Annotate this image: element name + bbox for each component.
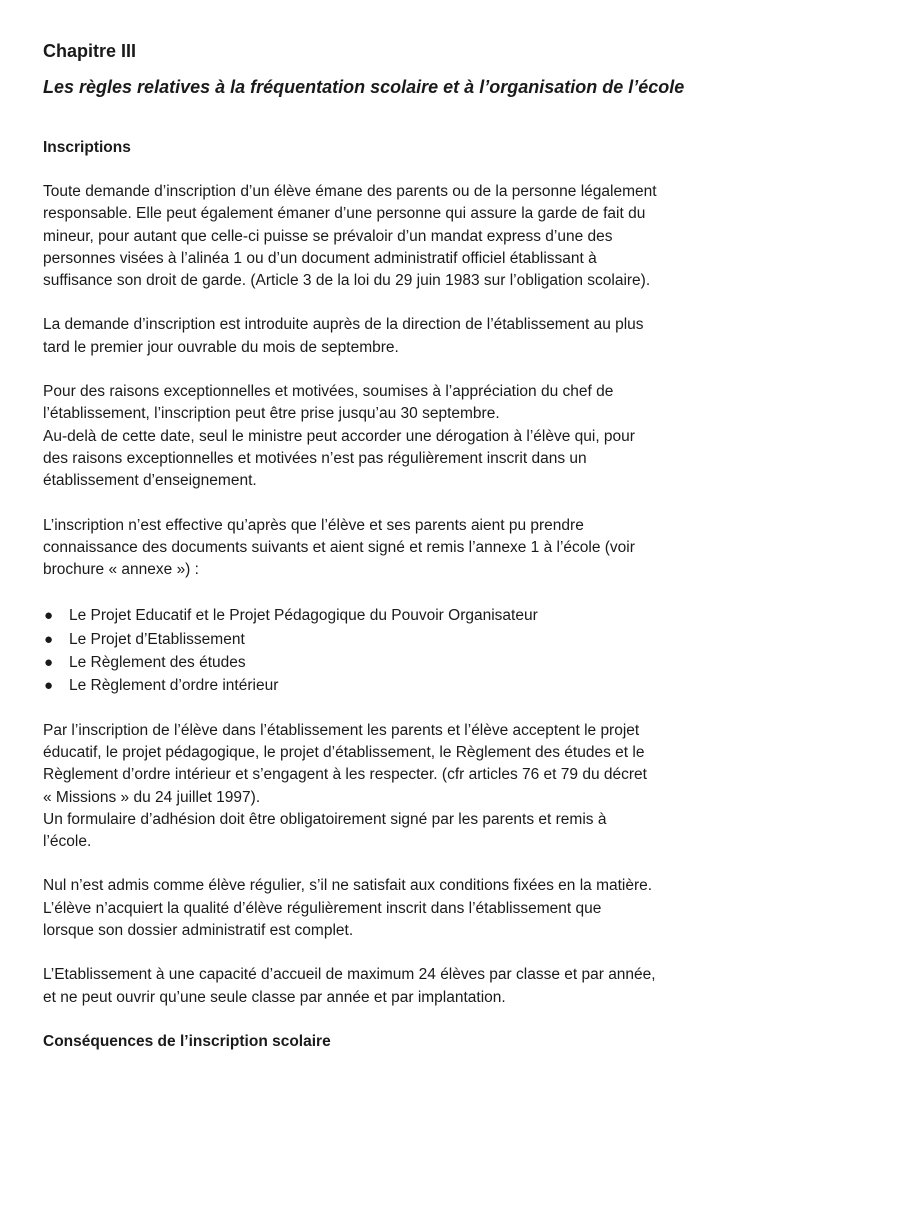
bullet-icon: ● [44, 677, 54, 695]
chapter-subtitle: Les règles relatives à la fréquentation scolaire et à l’organisation de l’école [43, 77, 685, 97]
list-item-label: Le Projet d’Etablissement [69, 630, 245, 648]
text-line: l’école. [43, 833, 92, 851]
text-line: établissement d’enseignement. [43, 472, 257, 490]
chapter-title: Chapitre III [43, 41, 137, 61]
section-heading-consequences: Conséquences de l’inscription scolaire [43, 1032, 331, 1050]
text-line: tard le premier jour ouvrable du mois de septembre. [43, 338, 399, 356]
bullet-icon: ● [44, 607, 54, 625]
list-item [43, 651, 743, 674]
text-line: Règlement d’ordre intérieur et s’engagent à les respecter. (cfr articles 76 et 79 du décret [43, 766, 647, 784]
text-line: L’élève n’acquiert la qualité d’élève régulièrement inscrit dans l’établissement que [43, 899, 602, 917]
text-line: suffisance son droit de garde. (Article 3 de la loi du 29 juin 1983 sur l’obligation scolaire). [43, 272, 651, 290]
text-line: éducatif, le projet pédagogique, le projet d’établissement, le Règlement des études et le [43, 743, 645, 761]
list-item [43, 604, 743, 627]
list-item [43, 628, 743, 651]
section-heading-inscriptions: Inscriptions [43, 139, 131, 156]
text-line: Pour des raisons exceptionnelles et motivées, soumises à l’appréciation du chef de [43, 383, 614, 401]
bullet-icon: ● [44, 654, 54, 672]
list-item-label: Le Règlement d’ordre intérieur [69, 677, 279, 695]
paragraph-acceptation [43, 720, 743, 854]
text-line: personnes visées à l’alinéa 1 ou d’un document administratif officiel établissant à [43, 249, 597, 267]
text-line: L’inscription n’est effective qu’après que l’élève et ses parents aient pu prendre [43, 516, 584, 534]
text-line: Un formulaire d’adhésion doit être obligatoirement signé par les parents et remis à [43, 810, 607, 828]
text-line: La demande d’inscription est introduite auprès de la direction de l’établissement au plus [43, 316, 644, 334]
text-line: « Missions » du 24 juillet 1997). [43, 788, 261, 806]
paragraph-effective [43, 515, 743, 582]
text-line: des raisons exceptionnelles et motivées n’est pas régulièrement inscrit dans un [43, 449, 587, 467]
list-item-label: Le Règlement des études [69, 654, 246, 672]
paragraph-demande [43, 181, 743, 292]
document-page [43, 38, 743, 1053]
text-line: Toute demande d’inscription d’un élève émane des parents ou de la personne légalement [43, 183, 657, 200]
list-item-label: Le Projet Educatif et le Projet Pédagogique du Pouvoir Organisateur [69, 607, 538, 625]
text-line: connaissance des documents suivants et aient signé et remis l’annexe 1 à l’école (voir [43, 538, 635, 556]
text-line: brochure « annexe ») : [43, 561, 199, 579]
text-line: lorsque son dossier administratif est complet. [43, 922, 354, 940]
paragraph-delai [43, 314, 743, 359]
text-line: et ne peut ouvrir qu’une seule classe par année et par implantation. [43, 988, 506, 1006]
text-line: L’Etablissement à une capacité d’accueil de maximum 24 élèves par classe et par année, [43, 966, 656, 984]
bullet-icon: ● [44, 630, 54, 648]
text-line: Par l’inscription de l’élève dans l’établissement les parents et l’élève acceptent le projet [43, 721, 640, 739]
list-item [43, 674, 743, 697]
paragraph-eleve-regulier [43, 875, 743, 942]
paragraph-capacite [43, 964, 743, 1009]
text-line: responsable. Elle peut également émaner d’une personne qui assure la garde de fait du [43, 205, 646, 223]
text-line: l’établissement, l’inscription peut être prise jusqu’au 30 septembre. [43, 405, 500, 423]
documents-list [43, 604, 743, 697]
text-line: mineur, pour autant que celle-ci puisse se prévaloir d’un mandat express d’une des [43, 227, 613, 245]
text-line: Nul n’est admis comme élève régulier, s’il ne satisfait aux conditions fixées en la matière. [43, 877, 653, 895]
paragraph-exceptions [43, 381, 743, 492]
text-line: Au-delà de cette date, seul le ministre peut accorder une dérogation à l’élève qui, pour [43, 427, 635, 445]
